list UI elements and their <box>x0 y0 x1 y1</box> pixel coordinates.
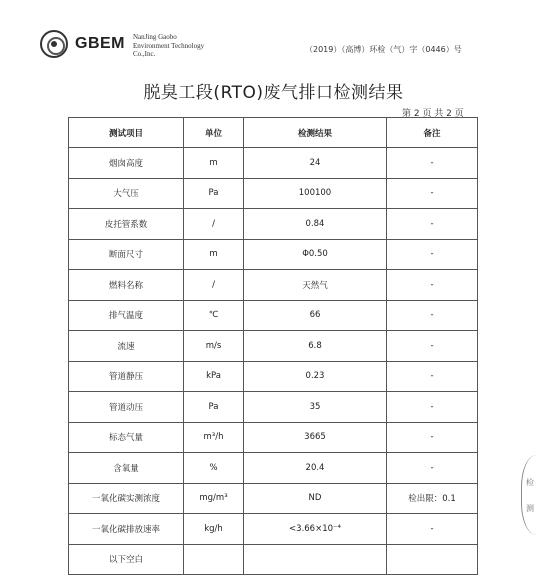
result-cell: 24 <box>244 148 387 179</box>
table-header-row <box>69 118 478 148</box>
result-cell: Φ0.50 <box>244 239 387 270</box>
column-header: 测试项目 <box>69 118 184 148</box>
item-cell: 烟囱高度 <box>69 148 184 179</box>
table-row <box>69 483 478 514</box>
unit-cell: m <box>184 239 244 270</box>
unit-cell: m³/h <box>184 422 244 453</box>
item-cell: 含氧量 <box>69 453 184 484</box>
result-cell: 0.84 <box>244 209 387 240</box>
logo-emblem-icon <box>40 30 68 58</box>
note-cell: - <box>387 514 478 545</box>
note-cell: - <box>387 392 478 423</box>
table-row <box>69 300 478 331</box>
table-row <box>69 361 478 392</box>
unit-cell <box>184 544 244 575</box>
company-line: Co.,Inc. <box>133 50 156 58</box>
company-logo <box>40 30 125 58</box>
column-header: 检测结果 <box>244 118 387 148</box>
result-cell: 66 <box>244 300 387 331</box>
item-cell: 一氧化碳排放速率 <box>69 514 184 545</box>
table-row <box>69 544 478 575</box>
note-cell <box>387 544 478 575</box>
result-cell: 6.8 <box>244 331 387 362</box>
unit-cell: mg/m³ <box>184 483 244 514</box>
result-cell: 35 <box>244 392 387 423</box>
note-cell: 检出限：0.1 <box>387 483 478 514</box>
item-cell: 以下空白 <box>69 544 184 575</box>
item-cell: 标态气量 <box>69 422 184 453</box>
seal-stamp <box>521 455 547 535</box>
item-cell: 燃料名称 <box>69 270 184 301</box>
result-cell: ND <box>244 483 387 514</box>
stamp-char: 检 <box>526 478 534 487</box>
table-row <box>69 239 478 270</box>
result-cell: 天然气 <box>244 270 387 301</box>
logo-text: GBEM <box>75 35 125 52</box>
result-cell: 100100 <box>244 178 387 209</box>
result-cell: 20.4 <box>244 453 387 484</box>
note-cell: - <box>387 270 478 301</box>
unit-cell: ℃ <box>184 300 244 331</box>
table-row <box>69 270 478 301</box>
document-title: 脱臭工段(RTO)废气排口检测结果 <box>143 83 404 103</box>
results-table <box>68 117 478 575</box>
item-cell: 大气压 <box>69 178 184 209</box>
table-row <box>69 514 478 545</box>
table-row <box>69 148 478 179</box>
table-row <box>69 392 478 423</box>
item-cell: 断面尺寸 <box>69 239 184 270</box>
note-cell: - <box>387 453 478 484</box>
unit-cell: / <box>184 209 244 240</box>
result-cell: 3665 <box>244 422 387 453</box>
note-cell: - <box>387 361 478 392</box>
note-cell: - <box>387 331 478 362</box>
item-cell: 管道动压 <box>69 392 184 423</box>
unit-cell: % <box>184 453 244 484</box>
table-row <box>69 453 478 484</box>
note-cell: - <box>387 239 478 270</box>
company-line: Environment Technology <box>133 41 205 50</box>
table-row <box>69 422 478 453</box>
unit-cell: kPa <box>184 361 244 392</box>
item-cell: 流速 <box>69 331 184 362</box>
page-indicator: 第 2 页 共 2 页 <box>402 109 464 119</box>
table-row <box>69 178 478 209</box>
column-header: 单位 <box>184 118 244 148</box>
unit-cell: / <box>184 270 244 301</box>
table-row <box>69 209 478 240</box>
stamp-char: 测 <box>526 504 534 513</box>
note-cell: - <box>387 300 478 331</box>
result-cell <box>244 544 387 575</box>
company-name <box>133 33 204 59</box>
unit-cell: kg/h <box>184 514 244 545</box>
unit-cell: Pa <box>184 178 244 209</box>
note-cell: - <box>387 209 478 240</box>
column-header: 备注 <box>387 118 478 148</box>
table-row <box>69 331 478 362</box>
item-cell: 管道静压 <box>69 361 184 392</box>
company-line: NanJing Gaobo <box>133 33 177 41</box>
result-cell: <3.66×10⁻⁴ <box>244 514 387 545</box>
unit-cell: Pa <box>184 392 244 423</box>
item-cell: 皮托管系数 <box>69 209 184 240</box>
item-cell: 一氧化碳实测浓度 <box>69 483 184 514</box>
result-cell: 0.23 <box>244 361 387 392</box>
note-cell: - <box>387 422 478 453</box>
report-number: （2019）（高博）环检（气）字（0446）号 <box>305 45 462 54</box>
note-cell: - <box>387 178 478 209</box>
unit-cell: m/s <box>184 331 244 362</box>
note-cell: - <box>387 148 478 179</box>
unit-cell: m <box>184 148 244 179</box>
item-cell: 排气温度 <box>69 300 184 331</box>
